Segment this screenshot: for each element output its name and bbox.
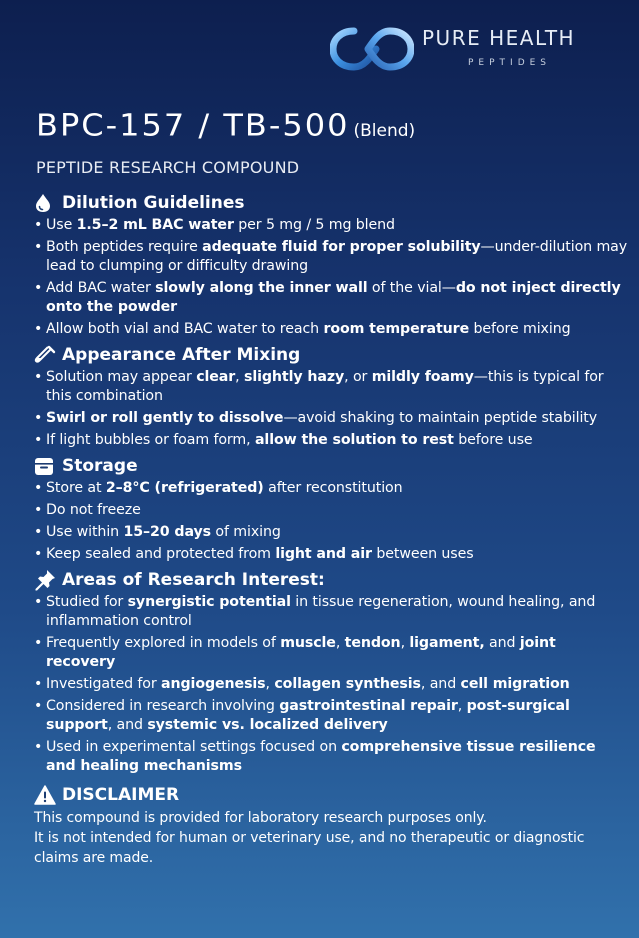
emphasis-text: angiogenesis xyxy=(161,676,266,692)
item-text: —under-dilution may lead to clumping or difficulty drawing xyxy=(46,239,628,274)
item-text: Use within xyxy=(46,524,124,540)
item-text: Add BAC water xyxy=(46,280,156,296)
item-text: after reconstitution xyxy=(263,480,403,496)
section-heading-text: Storage xyxy=(62,456,138,476)
section-storage xyxy=(34,453,629,564)
item-text: If light bubbles or foam form, xyxy=(46,432,255,448)
section-heading xyxy=(34,342,629,368)
item-text: , xyxy=(335,635,345,651)
section-heading-text: Areas of Research Interest: xyxy=(62,570,325,590)
emphasis-text: adequate fluid for proper solubility xyxy=(202,239,481,255)
emphasis-text: Swirl or roll gently to dissolve xyxy=(46,410,284,426)
emphasis-text: slightly hazy xyxy=(244,369,345,385)
emphasis-text: 1.5–2 mL BAC water xyxy=(76,217,234,233)
section-disclaimer xyxy=(34,782,629,868)
item-text: —avoid shaking to maintain peptide stability xyxy=(283,410,598,426)
section-dilution xyxy=(34,190,629,339)
list-item xyxy=(34,238,629,276)
test-tube-icon xyxy=(34,344,58,366)
item-text: before use xyxy=(453,432,533,448)
brand-logo xyxy=(330,24,620,76)
section-heading xyxy=(34,453,629,479)
emphasis-text: muscle xyxy=(280,635,336,651)
item-text: , xyxy=(265,676,275,692)
item-text: , and xyxy=(107,717,148,733)
emphasis-text: synergistic potential xyxy=(127,594,291,610)
emphasis-text: post-surgical support xyxy=(46,698,570,733)
section-heading xyxy=(34,190,629,216)
list-item xyxy=(34,216,629,235)
item-text: Used in experimental settings focused on xyxy=(46,739,342,755)
brand-tagline: PEPTIDES xyxy=(468,58,552,68)
item-text: Considered in research involving xyxy=(46,698,280,714)
item-text: Allow both vial and BAC water to reach xyxy=(46,321,324,337)
list-item xyxy=(34,431,629,450)
droplet-icon xyxy=(34,192,58,214)
emphasis-text: do not inject directly onto the powder xyxy=(46,280,621,315)
emphasis-text: clear xyxy=(196,369,236,385)
item-text: of mixing xyxy=(210,524,281,540)
item-text: in tissue regeneration, wound healing, and inflammation control xyxy=(46,594,596,629)
section-heading xyxy=(34,567,629,593)
appearance-list xyxy=(34,368,629,450)
product-name-suffix: (Blend) xyxy=(353,121,416,141)
item-text: Do not freeze xyxy=(46,502,141,518)
emphasis-text: comprehensive tissue resilience and healing mechanisms xyxy=(46,739,596,774)
list-item xyxy=(34,409,629,428)
list-item xyxy=(34,738,629,776)
emphasis-text: collagen synthesis xyxy=(274,676,421,692)
warning-icon xyxy=(34,784,58,806)
section-appearance xyxy=(34,342,629,450)
list-item xyxy=(34,675,629,694)
section-research xyxy=(34,567,629,776)
brand-name: PURE HEALTH xyxy=(422,26,576,50)
pushpin-icon xyxy=(34,569,58,591)
item-text: Store at xyxy=(46,480,106,496)
list-item xyxy=(34,634,629,672)
item-text: , or xyxy=(344,369,372,385)
emphasis-text: light and air xyxy=(275,546,372,562)
item-text: Frequently explored in models of xyxy=(46,635,281,651)
item-text: Investigated for xyxy=(46,676,162,692)
section-heading xyxy=(34,782,629,808)
emphasis-text: systemic vs. localized delivery xyxy=(147,717,388,733)
list-item xyxy=(34,545,629,564)
list-item xyxy=(34,279,629,317)
disclaimer-line: This compound is provided for laboratory research purposes only. xyxy=(34,810,487,826)
emphasis-text: mildly foamy xyxy=(371,369,474,385)
list-item xyxy=(34,593,629,631)
item-text: Solution may appear xyxy=(46,369,197,385)
emphasis-text: cell migration xyxy=(460,676,570,692)
dilution-list xyxy=(34,216,629,339)
emphasis-text: gastrointestinal repair xyxy=(279,698,458,714)
emphasis-text: slowly along the inner wall xyxy=(155,280,368,296)
item-text: Studied for xyxy=(46,594,128,610)
item-text: , xyxy=(235,369,244,385)
emphasis-text: 15–20 days xyxy=(123,524,211,540)
item-text: of the vial— xyxy=(367,280,456,296)
emphasis-text: room temperature xyxy=(323,321,470,337)
storage-list xyxy=(34,479,629,564)
list-item xyxy=(34,320,629,339)
item-text: Both peptides require xyxy=(46,239,203,255)
item-text: , xyxy=(457,698,467,714)
emphasis-text: 2–8°C (refrigerated) xyxy=(105,480,264,496)
item-text: , xyxy=(400,635,410,651)
product-title xyxy=(36,106,415,144)
content xyxy=(34,190,629,868)
product-subtitle: PEPTIDE RESEARCH COMPOUND xyxy=(36,158,300,177)
list-item xyxy=(34,479,629,498)
disclaimer-line: It is not intended for human or veterinary use, and no therapeutic or diagnostic claims are made. xyxy=(34,830,585,866)
list-item xyxy=(34,501,629,520)
list-item xyxy=(34,697,629,735)
product-name: BPC-157 / TB-500 xyxy=(36,106,350,144)
emphasis-text: allow the solution to rest xyxy=(254,432,454,448)
section-heading-text: DISCLAIMER xyxy=(62,785,180,805)
item-text: Keep sealed and protected from xyxy=(46,546,276,562)
section-heading-text: Dilution Guidelines xyxy=(62,193,245,213)
section-heading-text: Appearance After Mixing xyxy=(62,345,301,365)
item-text: and xyxy=(484,635,520,651)
item-text: between uses xyxy=(371,546,474,562)
list-item xyxy=(34,368,629,406)
disclaimer-text xyxy=(34,808,629,868)
list-item xyxy=(34,523,629,542)
storage-box-icon xyxy=(34,455,58,477)
research-list xyxy=(34,593,629,776)
item-text: —this is typical for this combination xyxy=(46,369,604,404)
infinity-logo-icon xyxy=(330,24,414,74)
emphasis-text: tendon xyxy=(344,635,401,651)
item-text: per 5 mg / 5 mg blend xyxy=(233,217,395,233)
item-text: Use xyxy=(46,217,77,233)
emphasis-text: ligament, xyxy=(409,635,485,651)
item-text: before mixing xyxy=(469,321,571,337)
item-text: , and xyxy=(420,676,461,692)
emphasis-text: joint recovery xyxy=(46,635,556,670)
